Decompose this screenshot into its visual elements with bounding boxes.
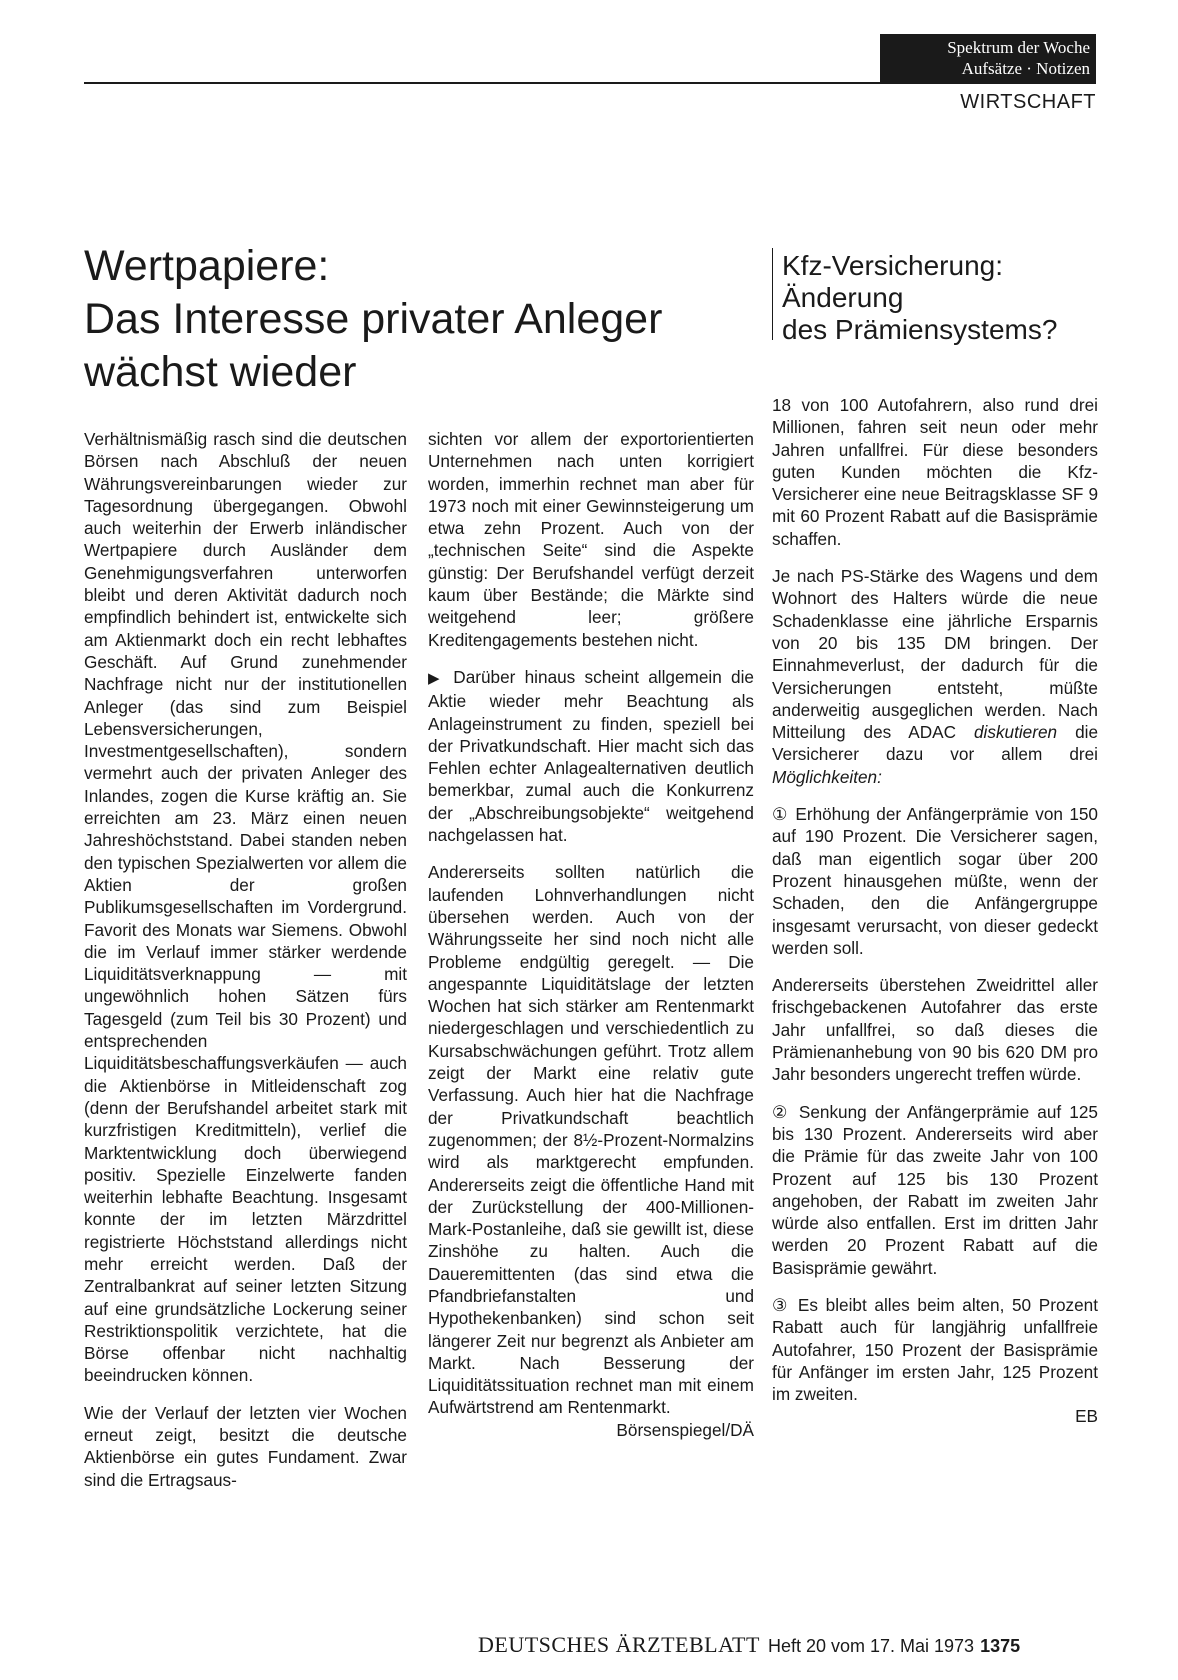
paragraph: sichten vor allem der exportorientierten Unternehmen nach unten korrigiert worden, immerhin rechnet man aber für 1973 noch mit einer Gewinnsteigerung um etwa zehn Prozent. Auch von der „technischen Seite“ sind die Aspekte günstig: Der Berufshandel verfügt derzeit kaum über Bestände; die Märkte sind weitgehend leer; größere Kreditengagements bestehen nicht. bbox=[428, 429, 754, 650]
article-column-2 bbox=[428, 428, 754, 1456]
paragraph-text: Darüber hinaus scheint allgemein die Aktie wieder mehr Beachtung als Anlageinstrument zu finden, speziell bei der Privatkundschaft. Hier macht sich das Fehlen echter Anlagealternativen deutlich bemerkbar, zumal auch die Konkurrenz der „Abschreibungsobjekte“ weitgehend nachgelassen hat. bbox=[428, 666, 754, 846]
sidebar-title-line-2: Änderung bbox=[782, 282, 904, 313]
sidebar-title-rule bbox=[772, 248, 773, 340]
paragraph-text: ③ Es bleibt alles beim alten, 50 Prozent Rabatt auch für langjährig unfallfreie Autofahrer, 150 Prozent der Basisprämie für Anfänger im ersten Jahr, 125 Prozent im zweiten. bbox=[772, 1294, 1098, 1405]
article-title bbox=[84, 240, 724, 399]
paragraph: ② Senkung der Anfängerprämie auf 125 bis 130 Prozent. Andererseits wird aber die Prämie für das zweite Jahr von 100 Prozent auf 125 bis 130 Prozent angehoben, der Rabatt im zweiten Jahr würde also entfallen. Erst im dritten Jahr werden 20 Prozent Rabatt auf die Basisprämie gewährt. bbox=[772, 1101, 1098, 1278]
paragraph: ① Erhöhung der Anfängerprämie von 150 auf 190 Prozent. Die Versicherer sagen, daß man eigentlich sogar über 200 Prozent hinausgehen müßte, wenn der Schaden, den die Anfängergruppe insgesamt verursacht, von dieser gedeckt werden soll. bbox=[772, 804, 1098, 958]
paragraph bbox=[772, 1294, 1098, 1428]
paragraph bbox=[772, 565, 1098, 788]
paragraph: 18 von 100 Autofahrern, also rund drei Millionen, fahren seit neun oder mehr Jahren unfallfrei. Für diese besonders guten Kunden möchten die Kfz-Versicherer eine neue Beitragsklasse SF 9 mit 60 Prozent Rabatt auf die Basisprämie schaffen. bbox=[772, 395, 1098, 549]
paragraph: Andererseits überstehen Zweidrittel aller frischgebackenen Autofahrer das erste Jahr unfallfrei, so daß dieses die Prämienanhebung von 90 bis 620 DM pro Jahr besonders ungerecht treffen würde. bbox=[772, 975, 1098, 1085]
arrow-marker-icon: ▶ bbox=[428, 669, 445, 687]
section-badge bbox=[880, 34, 1096, 82]
journal-name: DEUTSCHES ÄRZTEBLATT bbox=[478, 1632, 760, 1657]
title-line-3: wächst wieder bbox=[84, 348, 357, 396]
sidebar-article-title bbox=[782, 250, 1102, 346]
title-line-2: Das Interesse privater Anleger bbox=[84, 295, 663, 343]
emphasis: Möglichkeiten: bbox=[772, 766, 882, 787]
paragraph bbox=[428, 666, 754, 846]
paragraph: Wie der Verlauf der letzten vier Wochen erneut zeigt, besitzt die deutsche Aktienbörse ein gutes Fundament. Zwar sind die Ertragsaus- bbox=[84, 1402, 407, 1490]
title-line-1: Wertpapiere: bbox=[84, 242, 330, 290]
paragraph: Verhältnismäßig rasch sind die deutschen Börsen nach Abschluß der neuen Währungsvereinbarungen wieder zur Tagesordnung übergegangen. Obwohl auch weiterhin der Erwerb inländischer Wertpapiere durch Ausländer dem Genehmigungsverfahren unterworfen bleibt und deren Aktivität dadurch noch empfindlich behindert ist, entwickelte sich am Aktienmarkt doch ein recht lebhaftes Geschäft. Auf Grund zunehmender Nachfrage nicht nur der institutionellen Anleger (das sind zum Beispiel Lebensversicherungen, Investmentgesellschaften), sondern vermehrt auch der privaten Anleger des Inlandes, zogen die Kurse kräftig an. Sie erreichten am 23. März einen neuen Jahreshöchststand. Dabei standen neben den typischen Spezialwerten vor allem die Aktien der großen Publikumsgesellschaften im Vordergrund. Favorit des Monats war Siemens. Obwohl die im Verlauf immer stärker werdende Liquiditätsverknappung — mit ungewöhnlich hohen Sätzen fürs Tagesgeld (zum Teil bis 30 Prozent) und entsprechenden Liquiditätsbeschaffungsverkäufen — auch die Aktienbörse in Mitleidenschaft zog (denn der Berufshandel arbeitet stark mit kurzfristigen Kreditmitteln), verlief die Marktentwicklung doch überwiegend positiv. Spezielle Einzelwerte fanden weiterhin lebhafte Beachtung. Insgesamt konnte der im letzten Märzdrittel registrierte Höchststand allerdings nicht mehr erreicht werden. Daß der Zentralbankrat auf seiner letzten Sitzung auf eine grundsätzliche Lockerung seiner Restriktionspolitik verzichtete, hat die Börse offenbar nicht nachhaltig beeindrucken können. bbox=[84, 429, 407, 1386]
section-label: WIRTSCHAFT bbox=[960, 91, 1096, 113]
page-footer bbox=[478, 1632, 1098, 1658]
article-column-1 bbox=[84, 428, 407, 1506]
emphasis: diskutieren bbox=[973, 722, 1058, 743]
paragraph-text: Andererseits sollten natürlich die laufenden Lohnverhandlungen nicht übersehen werden. Auch von der Währungsseite her sind noch nicht alle Probleme endgültig geregelt. — Die angespannte Liquiditätslage der letzten Wochen hat sich stärker am Rentenmarkt niedergeschlagen und verschiedentlich zu Kursabschwächungen geführt. Trotz allem zeigt der Markt eine relativ gute Verfassung. Auch hier hat die Nachfrage der Privatkundschaft beachtlich zugenommen; der 8½-Prozent-Normalzins wird als marktgerecht empfunden. Andererseits zeigt die öffentliche Hand mit der Zurückstellung der 400-Millionen-Mark-Postanleihe, daß sie gewillt ist, diese Zinshöhe zu halten. Auch die Daueremittenten (das sind etwa die Pfandbriefanstalten und Hypothekenbanken) sind schon seit längerer Zeit nur begrenzt als Anbieter am Markt. Nach Besserung der Liquiditätssituation rechnet man mit einem Aufwärtstrend am Rentenmarkt. bbox=[428, 862, 754, 1418]
paragraph-text: Je nach PS-Stärke des Wagens und dem Wohnort des Halters würde die neue Schadenklasse eine jährliche Ersparnis von 20 bis 135 DM bringen. Der Einnahmeverlust, der dadurch für die Versicherungen entsteht, müßte anderweitig ausgeglichen werden. Nach Mitteilung des ADAC bbox=[772, 566, 1098, 743]
badge-line-2: Aufsätze · Notizen bbox=[961, 59, 1090, 78]
paragraph bbox=[428, 861, 754, 1441]
sidebar-title-line-1: Kfz-Versicherung: bbox=[782, 250, 1003, 281]
page-number: 1375 bbox=[980, 1636, 1021, 1656]
header-rule bbox=[84, 82, 1096, 84]
sidebar-title-line-3: des Prämiensystems? bbox=[782, 314, 1058, 345]
badge-line-1: Spektrum der Woche bbox=[947, 38, 1090, 57]
sidebar-article-column bbox=[772, 394, 1098, 1443]
paragraph-text: die Versicherer dazu vor allem drei bbox=[772, 722, 1098, 765]
issue-info: Heft 20 vom 17. Mai 1973 bbox=[767, 1636, 975, 1656]
article-signature: Börsenspiegel/DÄ bbox=[616, 1419, 754, 1440]
sidebar-signature: EB bbox=[1075, 1406, 1098, 1427]
